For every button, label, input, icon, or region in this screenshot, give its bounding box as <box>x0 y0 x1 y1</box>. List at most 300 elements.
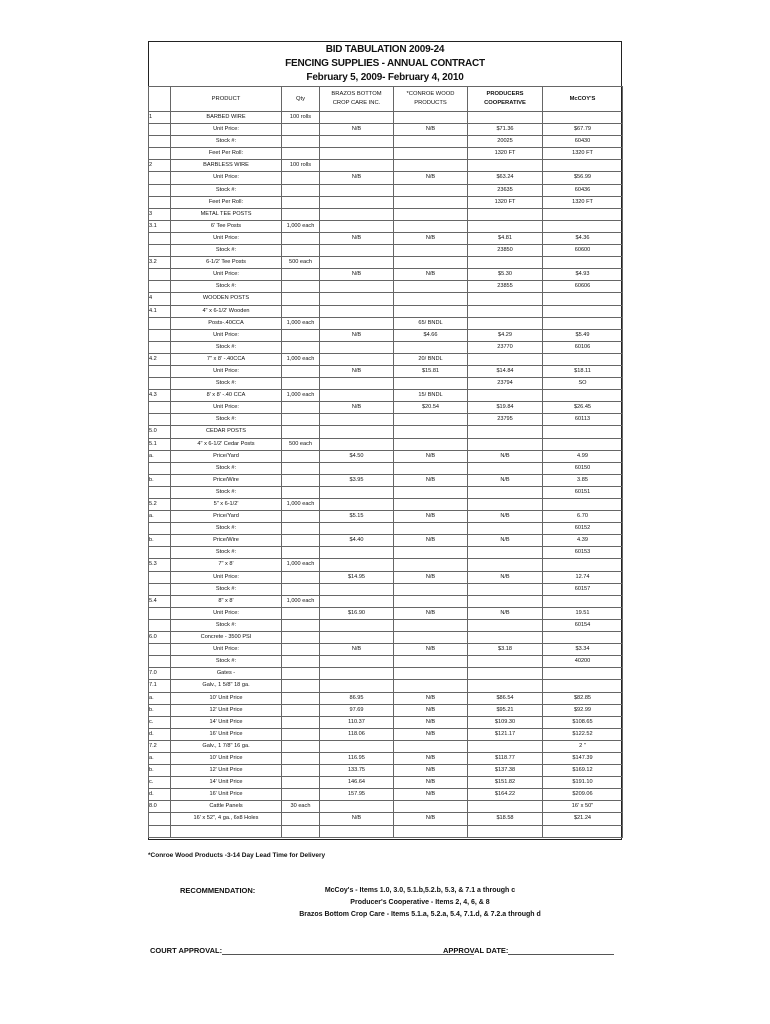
table-cell: 7.0 <box>149 668 171 680</box>
table-row <box>149 160 623 172</box>
table-cell: 60154 <box>543 619 623 631</box>
table-cell <box>320 293 394 305</box>
table-cell: 1320 FT <box>468 196 543 208</box>
approval-date-line <box>508 946 614 955</box>
table-cell <box>149 341 171 353</box>
table-cell <box>149 547 171 559</box>
table-cell <box>543 595 623 607</box>
table-cell <box>320 208 394 220</box>
table-cell: Unit Price: <box>171 607 282 619</box>
table-cell <box>320 438 394 450</box>
table-cell: Stock #: <box>171 619 282 631</box>
table-cell <box>320 341 394 353</box>
table-row <box>149 692 623 704</box>
table-row <box>149 571 623 583</box>
table-cell: $82.85 <box>543 692 623 704</box>
table-cell: 1320 FT <box>543 148 623 160</box>
table-cell <box>282 474 320 486</box>
table-row <box>149 668 623 680</box>
table-cell <box>149 317 171 329</box>
table-row <box>149 716 623 728</box>
table-row <box>149 257 623 269</box>
table-cell <box>282 365 320 377</box>
table-cell <box>543 668 623 680</box>
table-row <box>149 462 623 474</box>
table-cell <box>394 438 468 450</box>
header-vendor-producers-line2: COOPERATIVE <box>484 100 526 106</box>
header-vendor-conroe <box>394 87 468 112</box>
table-cell <box>149 402 171 414</box>
table-cell <box>468 293 543 305</box>
table-cell <box>468 595 543 607</box>
table-cell: $63.24 <box>468 172 543 184</box>
table-row <box>149 208 623 220</box>
table-cell: Feet Per Roll: <box>171 148 282 160</box>
table-cell <box>282 644 320 656</box>
table-cell <box>468 632 543 644</box>
table-cell: $4.93 <box>543 269 623 281</box>
table-row <box>149 450 623 462</box>
table-cell <box>282 523 320 535</box>
table-row <box>149 704 623 716</box>
table-cell: $86.54 <box>468 692 543 704</box>
table-cell <box>282 172 320 184</box>
table-row <box>149 777 623 789</box>
table-cell: N/B <box>320 232 394 244</box>
table-cell <box>394 305 468 317</box>
table-cell: $4.66 <box>394 329 468 341</box>
table-cell: 10' Unit Price <box>171 752 282 764</box>
table-cell <box>282 426 320 438</box>
table-cell: N/B <box>394 571 468 583</box>
table-cell <box>171 825 282 837</box>
bid-table <box>148 86 623 838</box>
header-vendor-producers <box>468 87 543 112</box>
table-cell <box>149 825 171 837</box>
table-cell: 60152 <box>543 523 623 535</box>
header-vendor-mccoys: McCOY'S <box>543 87 623 112</box>
recommendation-text <box>280 885 560 921</box>
table-row <box>149 825 623 837</box>
table-cell: 12.74 <box>543 571 623 583</box>
table-cell <box>282 486 320 498</box>
table-row <box>149 148 623 160</box>
table-cell <box>320 378 394 390</box>
table-cell: 5.4 <box>149 595 171 607</box>
header-vendor-brazos <box>320 87 394 112</box>
table-row <box>149 220 623 232</box>
table-cell: Unit Price: <box>171 365 282 377</box>
table-cell <box>282 632 320 644</box>
table-cell <box>282 619 320 631</box>
table-cell <box>149 281 171 293</box>
table-cell: N/B <box>394 765 468 777</box>
table-cell <box>282 813 320 825</box>
table-cell <box>149 486 171 498</box>
table-cell: $121.17 <box>468 728 543 740</box>
table-cell <box>394 632 468 644</box>
table-cell: 1,000 each <box>282 595 320 607</box>
table-cell <box>394 595 468 607</box>
table-cell: 118.06 <box>320 728 394 740</box>
header-qty: Qty <box>282 87 320 112</box>
table-cell: N/B <box>468 511 543 523</box>
table-cell: Stock #: <box>171 656 282 668</box>
table-cell <box>394 257 468 269</box>
table-cell: $19.84 <box>468 402 543 414</box>
table-cell: Stock #: <box>171 184 282 196</box>
table-cell <box>543 317 623 329</box>
header-vendor-conroe-line1: *CONROE WOOD <box>406 91 455 97</box>
table-cell <box>320 825 394 837</box>
table-cell: Unit Price: <box>171 124 282 136</box>
table-cell: $71.36 <box>468 124 543 136</box>
table-cell: 8' x 8' -.40 CCA <box>171 390 282 402</box>
table-cell: 7.2 <box>149 740 171 752</box>
table-cell: N/B <box>394 644 468 656</box>
table-cell: 40200 <box>543 656 623 668</box>
table-cell: Posts-.40CCA <box>171 317 282 329</box>
table-cell <box>468 462 543 474</box>
table-row <box>149 801 623 813</box>
table-cell <box>543 680 623 692</box>
header-vendor-conroe-line2: PRODUCTS <box>414 100 447 106</box>
table-cell: Gates - <box>171 668 282 680</box>
header-vendor-brazos-line1: BRAZOS BOTTOM <box>331 91 382 97</box>
bid-table-body <box>149 112 623 838</box>
table-cell: $147.39 <box>543 752 623 764</box>
approval-date-label: APPROVAL DATE: <box>443 946 509 955</box>
table-cell <box>320 184 394 196</box>
table-cell: $14.95 <box>320 571 394 583</box>
table-cell <box>149 172 171 184</box>
table-row <box>149 438 623 450</box>
table-cell: 60106 <box>543 341 623 353</box>
table-cell: N/B <box>320 269 394 281</box>
table-cell: 23635 <box>468 184 543 196</box>
table-cell: N/B <box>394 704 468 716</box>
table-cell: 8" x 8' <box>171 595 282 607</box>
table-cell: 1,000 each <box>282 390 320 402</box>
table-cell: b. <box>149 765 171 777</box>
table-cell: 30 each <box>282 801 320 813</box>
table-cell: 23770 <box>468 341 543 353</box>
table-cell: N/B <box>320 365 394 377</box>
table-cell: $209.06 <box>543 789 623 801</box>
table-cell <box>282 547 320 559</box>
table-cell <box>282 341 320 353</box>
table-cell: $21.24 <box>543 813 623 825</box>
title-line-1: BID TABULATION 2009-24 <box>325 44 445 55</box>
table-cell: Concrete - 3500 PSI <box>171 632 282 644</box>
table-cell <box>543 293 623 305</box>
table-cell: 1,000 each <box>282 559 320 571</box>
table-cell <box>543 257 623 269</box>
table-cell <box>394 499 468 511</box>
table-cell: 1320 FT <box>468 148 543 160</box>
table-cell <box>320 486 394 498</box>
table-cell: $5.49 <box>543 329 623 341</box>
table-cell: WOODEN POSTS <box>171 293 282 305</box>
table-cell <box>282 450 320 462</box>
table-cell: N/B <box>394 474 468 486</box>
table-row <box>149 765 623 777</box>
table-cell <box>320 680 394 692</box>
table-cell: $3.34 <box>543 644 623 656</box>
table-cell <box>543 632 623 644</box>
table-cell: N/B <box>394 535 468 547</box>
table-cell <box>149 269 171 281</box>
table-cell <box>282 535 320 547</box>
table-cell: Unit Price: <box>171 172 282 184</box>
table-cell <box>282 305 320 317</box>
table-cell: 7" x 8' <box>171 559 282 571</box>
header-product: PRODUCT <box>171 87 282 112</box>
table-row <box>149 474 623 486</box>
header-vendor-producers-line1: PRODUCERS <box>486 91 524 97</box>
footnote: *Conroe Wood Products -3-14 Day Lead Time for Delivery <box>148 852 326 859</box>
table-row <box>149 365 623 377</box>
table-cell: $56.99 <box>543 172 623 184</box>
table-cell <box>282 511 320 523</box>
table-cell: b. <box>149 474 171 486</box>
table-row <box>149 523 623 535</box>
title-line-3: February 5, 2009- February 4, 2010 <box>306 72 464 83</box>
table-cell: 100 rolls <box>282 160 320 172</box>
table-cell: 110.37 <box>320 716 394 728</box>
table-cell: N/B <box>468 535 543 547</box>
table-cell <box>282 281 320 293</box>
table-cell <box>282 196 320 208</box>
table-cell: $67.79 <box>543 124 623 136</box>
table-cell <box>320 112 394 124</box>
table-cell <box>149 329 171 341</box>
table-cell: $191.10 <box>543 777 623 789</box>
table-cell: 4" x 6-1/2' Cedar Posts <box>171 438 282 450</box>
table-cell: BARBLESS WIRE <box>171 160 282 172</box>
header-row <box>149 87 623 112</box>
table-row <box>149 232 623 244</box>
table-cell: Unit Price: <box>171 402 282 414</box>
table-cell: 7.1 <box>149 680 171 692</box>
table-cell <box>320 632 394 644</box>
table-cell <box>149 619 171 631</box>
table-cell: 12' Unit Price <box>171 704 282 716</box>
recommendation-label: RECOMMENDATION: <box>180 886 256 895</box>
table-cell: 20025 <box>468 136 543 148</box>
table-cell: Stock #: <box>171 523 282 535</box>
table-cell: N/B <box>320 644 394 656</box>
table-cell <box>320 317 394 329</box>
table-cell: $137.38 <box>468 765 543 777</box>
table-cell <box>543 160 623 172</box>
table-cell <box>282 402 320 414</box>
table-cell <box>149 656 171 668</box>
table-cell: 20/ BNDL <box>394 353 468 365</box>
table-cell: 14' Unit Price <box>171 777 282 789</box>
table-cell: Stock #: <box>171 547 282 559</box>
table-cell <box>468 619 543 631</box>
table-cell <box>394 583 468 595</box>
table-cell: 60606 <box>543 281 623 293</box>
table-row <box>149 559 623 571</box>
table-row <box>149 196 623 208</box>
recommendation-line-3: Brazos Bottom Crop Care - Items 5.1.a, 5.2.a, 5.4, 7.1.d, & 7.2.a through d <box>299 911 541 918</box>
table-cell <box>282 136 320 148</box>
table-cell <box>149 365 171 377</box>
table-cell <box>543 353 623 365</box>
table-row <box>149 317 623 329</box>
table-cell: $5.15 <box>320 511 394 523</box>
table-cell: 60150 <box>543 462 623 474</box>
table-cell: $109.30 <box>468 716 543 728</box>
table-row <box>149 353 623 365</box>
table-cell: $4.81 <box>468 232 543 244</box>
table-cell: 60151 <box>543 486 623 498</box>
table-cell <box>468 523 543 535</box>
table-cell <box>468 257 543 269</box>
table-cell <box>468 583 543 595</box>
table-cell: 14' Unit Price <box>171 716 282 728</box>
table-cell: 23795 <box>468 414 543 426</box>
table-cell <box>320 281 394 293</box>
table-cell: 60113 <box>543 414 623 426</box>
table-cell <box>468 499 543 511</box>
court-approval <box>150 946 474 955</box>
table-cell <box>282 692 320 704</box>
table-cell: 8.0 <box>149 801 171 813</box>
table-cell <box>543 208 623 220</box>
table-cell: 1,000 each <box>282 220 320 232</box>
table-cell <box>320 257 394 269</box>
table-cell: 116.95 <box>320 752 394 764</box>
table-cell: $26.45 <box>543 402 623 414</box>
table-row <box>149 245 623 257</box>
table-cell: $18.11 <box>543 365 623 377</box>
table-row <box>149 341 623 353</box>
table-cell <box>282 583 320 595</box>
table-row <box>149 112 623 124</box>
table-cell <box>394 801 468 813</box>
table-cell <box>394 184 468 196</box>
table-cell <box>282 825 320 837</box>
table-cell <box>149 184 171 196</box>
table-cell: 16' x 52", 4 ga., 6x8 Holes <box>171 813 282 825</box>
table-cell: Stock #: <box>171 281 282 293</box>
table-cell: $122.52 <box>543 728 623 740</box>
table-cell <box>394 619 468 631</box>
table-cell: 7" x 8' -.40CCA <box>171 353 282 365</box>
table-cell: Stock #: <box>171 341 282 353</box>
table-cell: 6-1/2' Tee Posts <box>171 257 282 269</box>
table-cell: N/B <box>320 402 394 414</box>
table-cell <box>394 825 468 837</box>
table-cell: Stock #: <box>171 583 282 595</box>
table-cell <box>282 124 320 136</box>
table-cell: $18.58 <box>468 813 543 825</box>
table-cell: a. <box>149 752 171 764</box>
table-cell: 97.69 <box>320 704 394 716</box>
table-cell <box>543 559 623 571</box>
table-cell <box>282 728 320 740</box>
table-cell: $3.95 <box>320 474 394 486</box>
table-cell <box>394 680 468 692</box>
table-cell: $4.36 <box>543 232 623 244</box>
table-cell: 60157 <box>543 583 623 595</box>
table-cell <box>282 571 320 583</box>
table-cell: 3.2 <box>149 257 171 269</box>
table-cell <box>282 329 320 341</box>
table-row <box>149 305 623 317</box>
table-cell <box>394 378 468 390</box>
table-cell: 5.2 <box>149 499 171 511</box>
table-cell <box>543 426 623 438</box>
table-cell: METAL TEE POSTS <box>171 208 282 220</box>
table-cell <box>282 293 320 305</box>
title-line-2: FENCING SUPPLIES - ANNUAL CONTRACT <box>285 58 485 69</box>
table-cell: $3.18 <box>468 644 543 656</box>
table-cell <box>468 112 543 124</box>
table-cell <box>394 547 468 559</box>
table-cell <box>394 668 468 680</box>
table-cell <box>149 136 171 148</box>
table-cell: 1,000 each <box>282 499 320 511</box>
table-row <box>149 402 623 414</box>
table-cell <box>149 148 171 160</box>
table-cell <box>394 426 468 438</box>
table-cell <box>394 160 468 172</box>
table-cell: N/B <box>320 124 394 136</box>
table-cell <box>468 825 543 837</box>
table-row <box>149 535 623 547</box>
table-cell <box>394 220 468 232</box>
table-cell: N/B <box>394 450 468 462</box>
table-cell <box>320 619 394 631</box>
table-cell <box>320 160 394 172</box>
table-cell: N/B <box>394 789 468 801</box>
document-title <box>148 43 622 85</box>
table-cell <box>149 523 171 535</box>
table-cell: N/B <box>394 752 468 764</box>
table-cell: 60153 <box>543 547 623 559</box>
table-cell: Unit Price: <box>171 571 282 583</box>
table-cell: $108.65 <box>543 716 623 728</box>
table-cell <box>149 644 171 656</box>
table-row <box>149 547 623 559</box>
table-cell: 3.1 <box>149 220 171 232</box>
table-cell <box>149 378 171 390</box>
table-cell <box>282 656 320 668</box>
table-cell <box>282 765 320 777</box>
table-cell <box>282 607 320 619</box>
table-row <box>149 813 623 825</box>
table-cell <box>543 220 623 232</box>
table-row <box>149 281 623 293</box>
table-cell <box>320 426 394 438</box>
table-row <box>149 390 623 402</box>
table-cell <box>320 305 394 317</box>
table-cell <box>149 245 171 257</box>
table-cell: N/B <box>320 172 394 184</box>
table-cell: 1,000 each <box>282 317 320 329</box>
table-cell: N/B <box>394 124 468 136</box>
table-cell <box>468 680 543 692</box>
table-cell <box>282 704 320 716</box>
table-cell <box>543 438 623 450</box>
table-row <box>149 486 623 498</box>
table-row <box>149 789 623 801</box>
table-cell <box>320 583 394 595</box>
